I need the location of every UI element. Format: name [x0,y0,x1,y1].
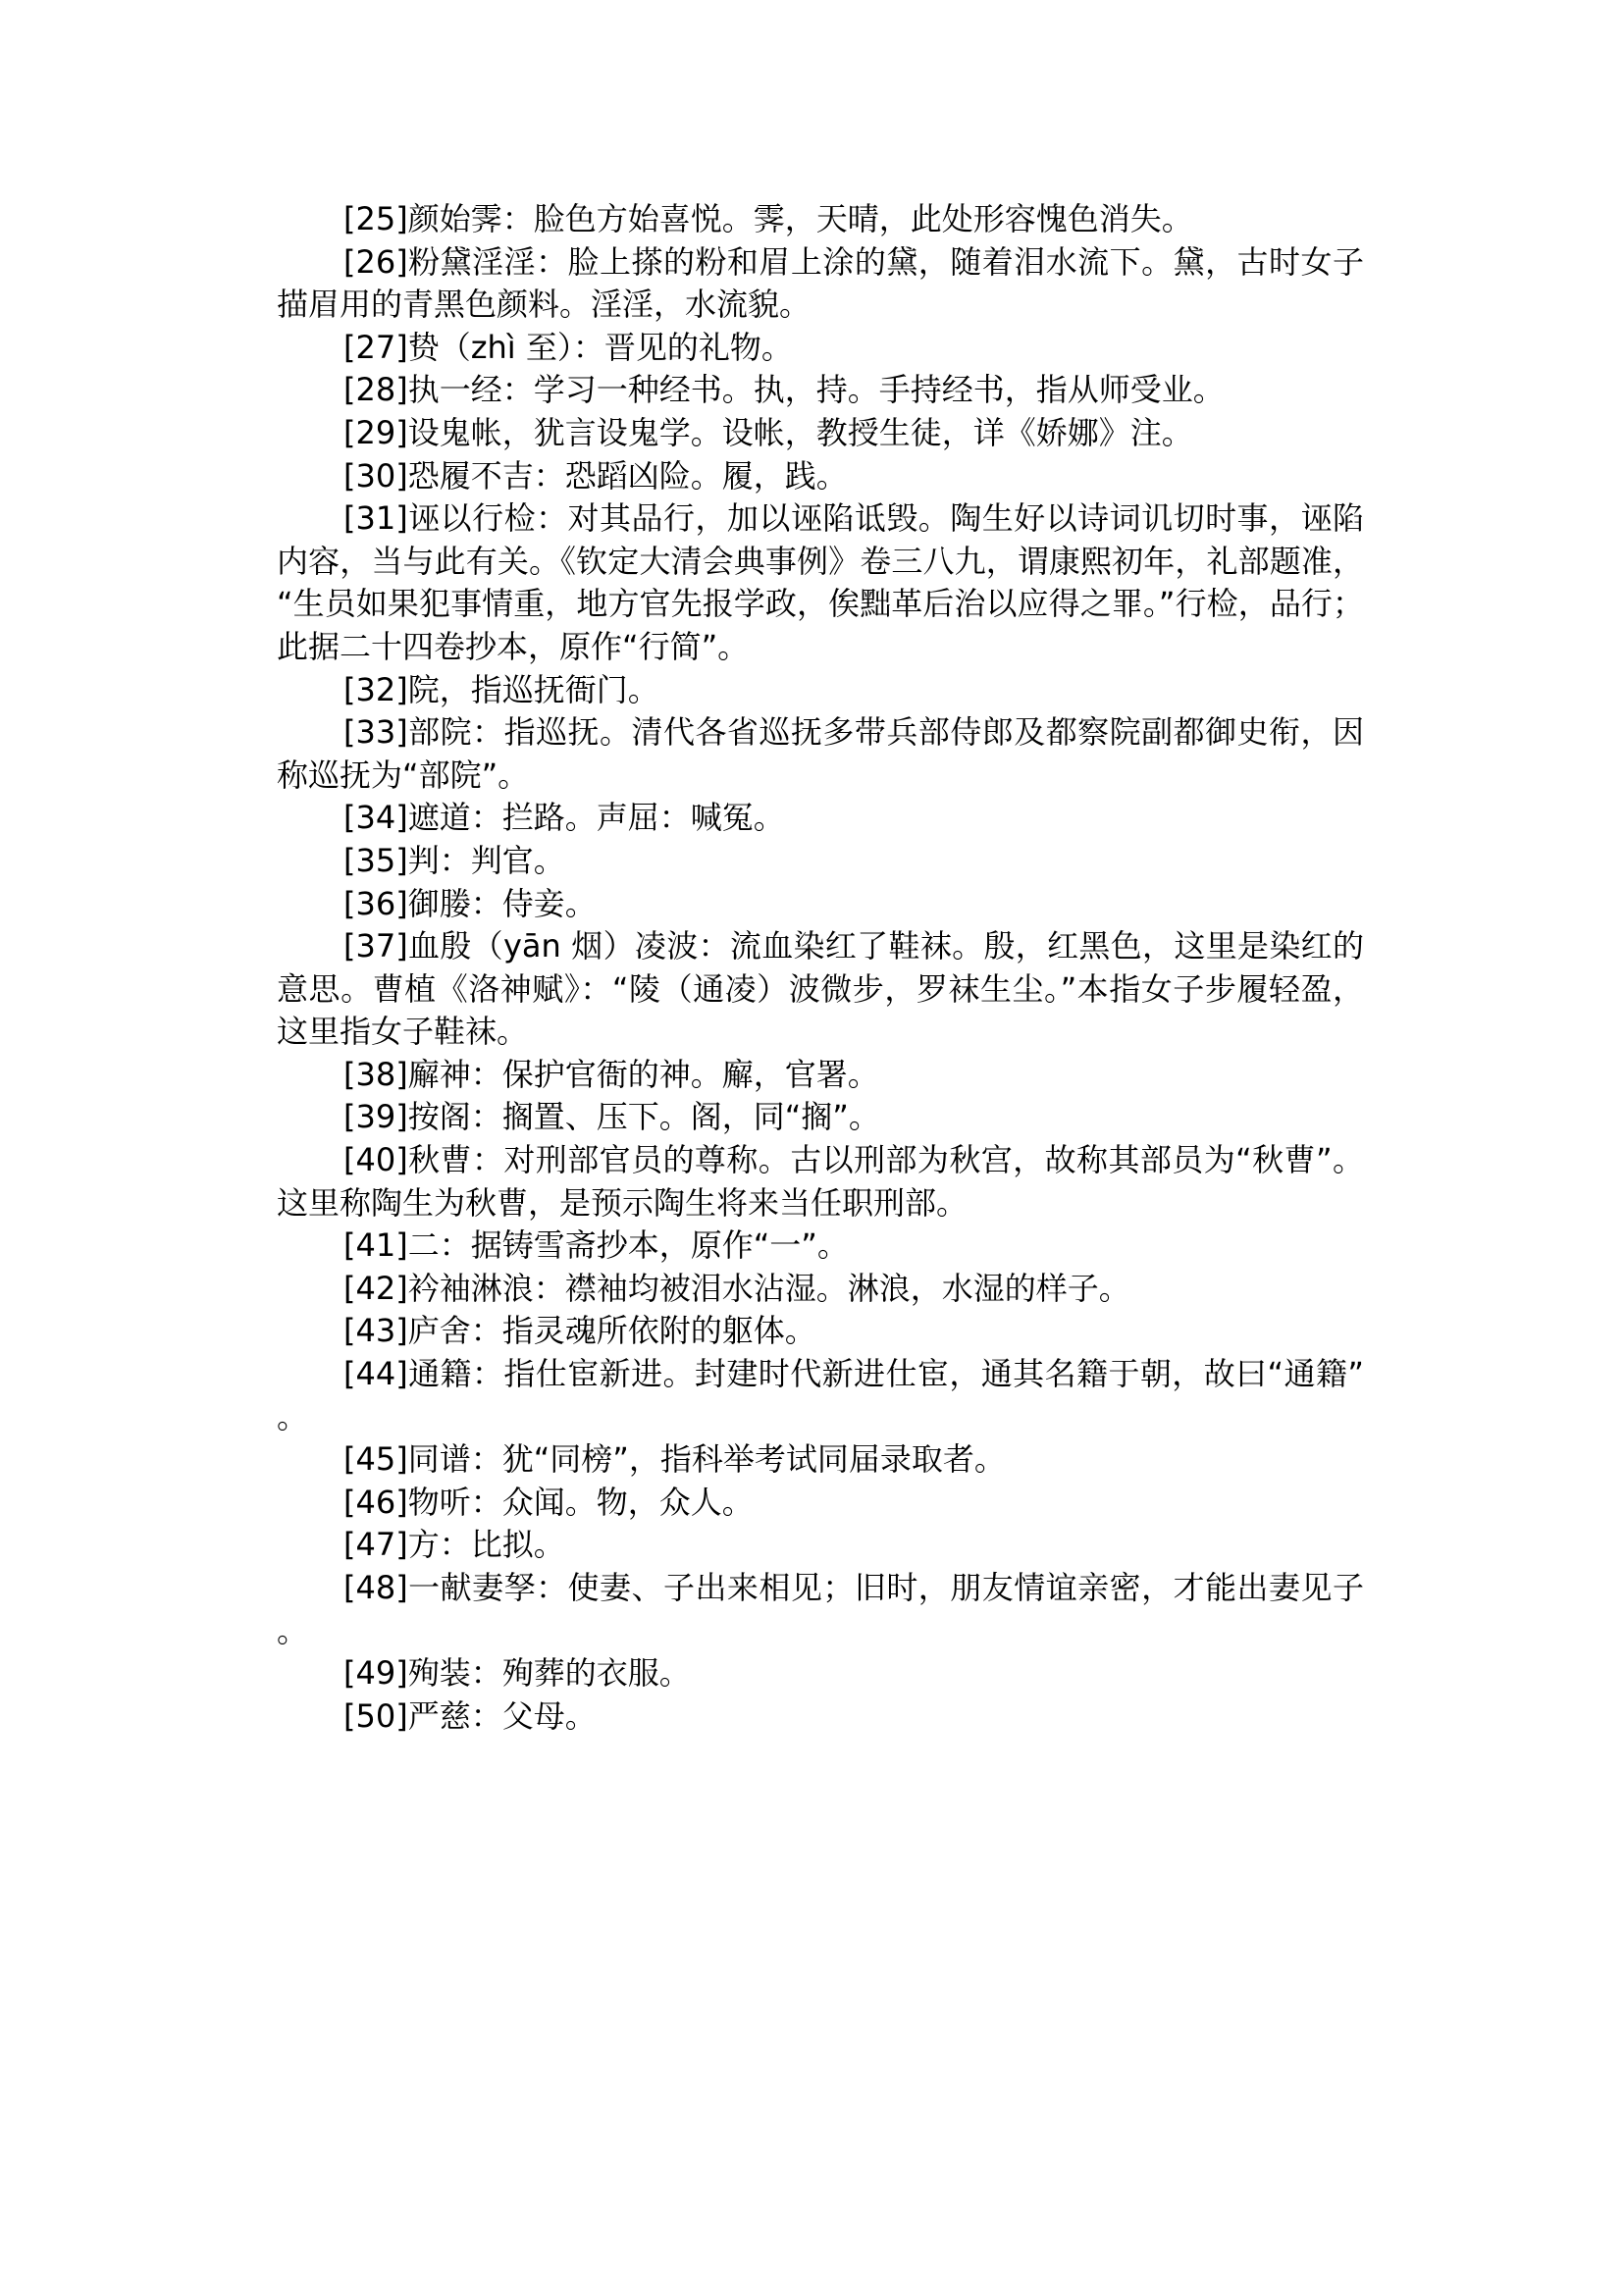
note-text: 血殷（yān 烟）凌波：流血染红了鞋袜。殷，红黑色，这里是染红的意思。曹植《洛神赋》：“陵（通凌）波微步，罗袜生尘。”本指女子步履轻盈，这里指女子鞋袜。 [277,927,1364,1051]
note-number: [28] [343,371,408,409]
note-text: 方：比拟。 [407,1526,565,1564]
note-36 [277,883,1364,926]
note-45 [277,1438,1364,1482]
note-43 [277,1310,1364,1353]
note-number: [43] [343,1312,408,1350]
note-text: 粉黛淫淫：脸上搽的粉和眉上涂的黛，随着泪水流下。黛，古时女子描眉用的青黑色颜料。淫淫，水流貌。 [277,242,1364,324]
note-text: 诬以行检：对其品行，加以诬陷诋毁。陶生好以诗词讥切时事，诬陷内容，当与此有关。《钦定大清会典事例》卷三八九，谓康熙初年，礼部题准，“生员如果犯事情重，地方官先报学政，俟黜革后治以应得之罪。”行检，品行；此据二十四卷抄本，原作“行简”。 [277,499,1364,665]
note-number: [27] [343,328,408,366]
note-41 [277,1225,1364,1268]
note-text: 恐履不吉：恐蹈凶险。履，践。 [407,456,848,495]
note-number: [47] [343,1526,408,1564]
note-number: [40] [343,1141,408,1179]
note-text: 一献妻孥：使妻、子出来相见；旧时，朋友情谊亲密，才能出妻见子。 [277,1569,1364,1649]
note-50 [277,1695,1364,1739]
note-text: 院，指巡抚衙门。 [407,670,659,708]
note-33 [277,711,1364,797]
note-31 [277,497,1364,668]
note-text: 二：据铸雪斋抄本，原作“一”。 [407,1226,849,1265]
note-text: 颜始霁：脸色方始喜悦。霁，天晴，此处形容愧色消失。 [407,200,1193,237]
note-text: 衿袖淋浪：襟袖均被泪水沾湿。淋浪，水湿的样子。 [407,1269,1130,1307]
note-number: [30] [343,456,408,495]
note-text: 按阁：搁置、压下。阁，同“搁”。 [407,1098,880,1136]
note-number: [35] [343,841,408,879]
note-text: 秋曹：对刑部官员的尊称。古以刑部为秋宫，故称其部员为“秋曹”。这里称陶生为秋曹，是预示陶生将来当任职刑部。 [277,1141,1364,1222]
note-48 [277,1567,1364,1652]
note-text: 通籍：指仕宦新进。封建时代新进仕宦，通其名籍于朝，故曰“通籍”。 [277,1355,1364,1435]
note-text: 判：判官。 [407,841,565,879]
note-number: [29] [343,413,408,451]
note-44 [277,1353,1364,1438]
note-text: 殉装：殉葬的衣服。 [407,1654,691,1693]
note-27 [277,327,1364,370]
note-number: [25] [343,200,408,237]
note-text: 庐舍：指灵魂所依附的躯体。 [407,1312,816,1350]
note-number: [33] [343,713,408,752]
note-46 [277,1482,1364,1525]
note-29 [277,412,1364,455]
note-number: [48] [343,1569,408,1606]
note-text: 部院：指巡抚。清代各省巡抚多带兵部侍郎及都察院副都御史衔，因称巡抚为“部院”。 [277,713,1364,794]
note-text: 物听：众闻。物，众人。 [407,1483,754,1521]
note-text: 执一经：学习一种经书。执，持。手持经书，指从师受业。 [407,371,1225,409]
note-30 [277,455,1364,498]
note-text: 严慈：父母。 [407,1696,597,1735]
note-number: [45] [343,1440,408,1479]
note-39 [277,1096,1364,1139]
note-number: [44] [343,1355,408,1393]
note-34 [277,797,1364,840]
note-38 [277,1054,1364,1097]
note-text: 贽（zhì 至）：晋见的礼物。 [407,328,793,366]
note-35 [277,840,1364,883]
note-number: [39] [343,1098,408,1136]
note-number: [34] [343,799,408,837]
note-32 [277,669,1364,712]
note-47 [277,1524,1364,1567]
note-text: 遮道：拦路。声屈：喊冤。 [407,799,785,837]
note-text: 御媵：侍妾。 [407,884,597,922]
note-number: [31] [343,499,408,538]
note-number: [38] [343,1055,408,1093]
note-40 [277,1139,1364,1225]
annotation-page [277,198,1364,1738]
note-26 [277,241,1364,327]
note-number: [41] [343,1226,408,1265]
note-number: [32] [343,670,408,708]
note-text: 设鬼帐，犹言设鬼学。设帐，教授生徒，详《娇娜》注。 [407,413,1193,451]
note-number: [50] [343,1696,408,1735]
note-42 [277,1268,1364,1311]
note-number: [49] [343,1654,408,1693]
note-28 [277,369,1364,412]
note-number: [46] [343,1483,408,1521]
note-number: [26] [343,242,408,281]
note-25 [277,198,1364,241]
note-37 [277,925,1364,1054]
note-text: 廨神：保护官衙的神。廨，官署。 [407,1055,879,1093]
note-number: [42] [343,1269,408,1307]
note-number: [37] [343,927,408,965]
note-text: 同谱：犹“同榜”，指科举考试同届录取者。 [407,1440,1006,1479]
note-49 [277,1652,1364,1695]
note-number: [36] [343,884,408,922]
